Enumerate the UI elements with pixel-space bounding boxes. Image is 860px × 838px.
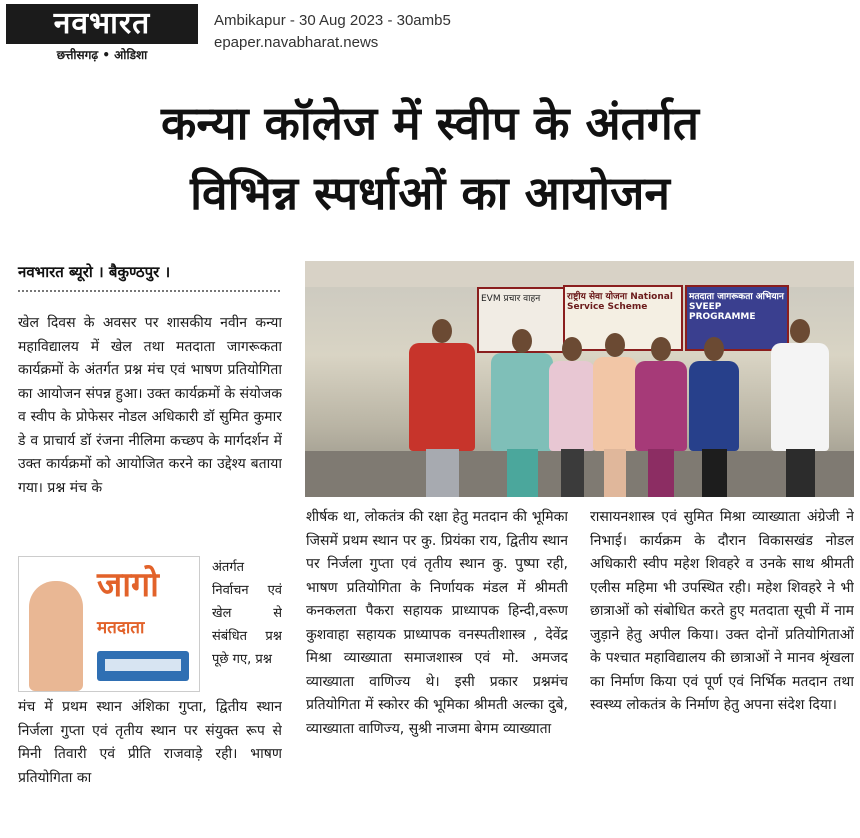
headline xyxy=(0,88,860,228)
byline: नवभारत ब्यूरो । बैकुण्ठपुर । xyxy=(18,263,171,281)
epaper-site: epaper.navabharat.news xyxy=(214,34,379,51)
photo-person-4 xyxy=(593,333,637,497)
headline-line-2: विभिन्न स्पर्धाओं का आयोजन xyxy=(190,166,670,220)
headline-line-1: कन्या कॉलेज में स्वीप के अंतर्गत xyxy=(161,96,699,150)
column-1-para-2: अंतर्गत निर्वाचन एवं खेल से संबंधित प्रश्न पूछे गए, प्रश्न xyxy=(212,560,282,667)
photo-person-3 xyxy=(549,337,595,497)
logo-subtitle: छत्तीसगढ़ • ओडिशा xyxy=(56,48,148,62)
edition-line: Ambikapur - 30 Aug 2023 - 30amb5 xyxy=(214,12,451,29)
photo-banner-nss: राष्ट्रीय सेवा योजना National Service Scheme xyxy=(563,285,683,351)
photo-roof xyxy=(305,261,854,287)
photo-person-7 xyxy=(771,319,829,497)
photo-person-5 xyxy=(635,337,687,497)
event-photo xyxy=(305,261,854,497)
photo-person-1 xyxy=(409,319,475,497)
voter-awareness-poster xyxy=(18,556,200,692)
poster-title: जागो xyxy=(97,565,159,605)
column-3: रासायनशास्त्र एवं सुमित मिश्रा व्याख्याता अंग्रेजी ने निभाई। कार्यक्रम के दौरान विकासखंड नोडल अधिकारी स्वीप महेश शिवहरे व उनके साथ श्रीमती एलीस महिमा भी उपस्थित रही। महेश शिवहरे ने भी छात्राओं को संबोधित करते हुए मतदाता सूची में नाम जुड़ाने हेतु अपील किया। उक्त दोनों प्रतियोगिताओं के पश्चात महाविद्यालय की छात्राओं ने मानव श्रृंखला का निर्माण किया एवं पूर्ण एवं निर्भिक मतदान तथा स्वस्थ्य लोकतंत्र के निर्माण हेतु अपना संदेश दिया। xyxy=(590,509,854,713)
photo-banner-evm: EVM प्रचार वाहन xyxy=(477,287,565,353)
photo-banner-sveep: मतदाता जागरूकता अभियान SVEEP PROGRAMME xyxy=(685,285,789,351)
column-1-para-3: मंच में प्रथम स्थान अंशिका गुप्ता, द्वितीय स्थान निर्जला गुप्ता एवं तृतीय स्थान पर संयुक्त रूप से मिनी तिवारी एवं प्रीति राजवाड़े रही। भाषण प्रतियोगिता का xyxy=(18,699,282,786)
logo-text: नवभारत xyxy=(6,4,198,44)
newspaper-logo xyxy=(6,4,198,62)
edition-info xyxy=(214,10,451,54)
byline-divider xyxy=(18,290,280,292)
photo-person-2 xyxy=(491,329,553,497)
evm-machine-icon xyxy=(97,651,189,681)
photo-person-6 xyxy=(689,337,739,497)
column-1-para-1: खेल दिवस के अवसर पर शासकीय नवीन कन्या महाविद्यालय में खेल तथा मतदाता जागरूकता कार्यक्रमों के अंतर्गत प्रश्न मंच एवं भाषण प्रतियोगिता का आयोजन संपन्न हुआ। उक्त कार्यक्रमों के संयोजक व स्वीप के प्रोफेसर नोडल अधिकारी डॉ सुमित कुमार डे व प्राचार्य डॉ रंजना नीलिमा कच्छप के मार्गदर्शन में उक्त कार्यक्रमों को आयोजित करने का उद्देश्य बताया गया। प्रश्न मंच के xyxy=(18,315,282,496)
masthead xyxy=(0,0,860,66)
column-2: शीर्षक था, लोकतंत्र की रक्षा हेतु मतदान की भूमिका जिसमें प्रथम स्थान पर कु. प्रियंका राय, द्वितीय स्थान पर निर्जला गुप्ता एवं तृतीय स्थान कु. पुष्पा रही, भाषण प्रतियोगिता के निर्णायक मंडल में श्रीमती कनकलता पैकरा सहायक प्राध्यापक हिन्दी,वरूण कुशवाहा सहायक प्राध्यापक वनस्पतीशास्त्र , देवेंद्र मिश्रा व्याख्याता समाजशास्त्र एवं मो. अमजद व्याख्याता वाणिज्य थे। इसी प्रकार प्रश्नमंच प्रतियोगिता में स्कोरर की भूमिका श्रीमती अल्का दुबे, व्याख्याता वाणिज्य, सुश्री नाजमा बेगम व्याख्याता xyxy=(306,509,568,737)
poster-subtitle: मतदाता xyxy=(97,618,145,638)
raised-finger-icon xyxy=(29,581,83,691)
